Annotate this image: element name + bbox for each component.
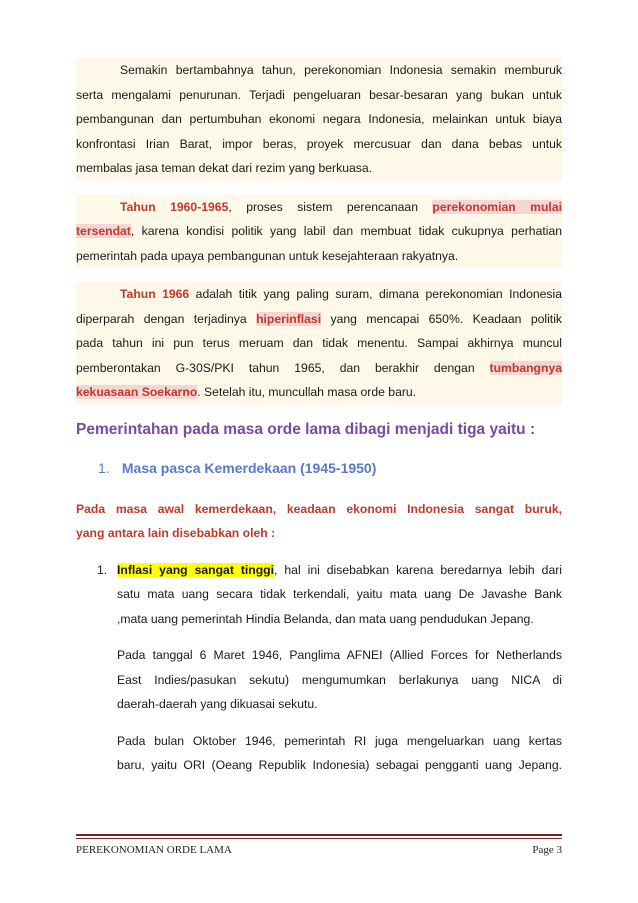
text-line: konfrontasi Irian Barat, impor beras, proyek mercusuar dan dana bebas untuk [76, 132, 562, 157]
text-line [76, 380, 562, 405]
keyword-highlight: hiperinflasi [256, 311, 322, 326]
footer-title: PEREKONOMIAN ORDE LAMA [76, 844, 232, 856]
text-line: membalas jasa teman dekat dari rezim yang berkuasa. [76, 156, 562, 181]
text-run: , proses sistem perencanaan [228, 199, 433, 214]
paragraph-economy-decline [76, 58, 562, 181]
year-range-highlight: Tahun 1960-1965 [120, 199, 229, 214]
text-line: Semakin bertambahnya tahun, perekonomian Indonesia semakin memburuk [76, 58, 562, 83]
footer-row [76, 844, 562, 856]
page-footer [76, 834, 562, 856]
text-run: , hal ini disebabkan karena beredarnya lebih dari [274, 562, 562, 577]
year-highlight: Tahun 1966 [120, 287, 190, 301]
text-line [117, 558, 562, 583]
list-number: 1. [97, 562, 108, 577]
text-run: pemberontakan G-30S/PKI tahun 1965, dan berakhir dengan [76, 360, 490, 375]
footer-rule [76, 834, 562, 836]
list-item [97, 558, 562, 632]
text-line: Pada tanggal 6 Maret 1946, Panglima AFNEI (Allied Forces for Netherlands [117, 648, 562, 662]
text-line: Pada bulan Oktober 1946, pemerintah RI juga mengeluarkan uang kertas [117, 733, 562, 748]
text-line: ,mata uang pemerintah Hindia Belanda, dan mata uang pendudukan Jepang. [117, 611, 534, 626]
text-line: yang antara lain disebabkan oleh : [76, 526, 276, 540]
text-run: diperparah dengan terjadinya [76, 311, 257, 326]
text-line: pemerintah pada upaya pembangunan untuk kesejahteraan rakyatnya. [76, 244, 562, 269]
list-item-body [117, 558, 562, 632]
text-line: baru, yaitu ORI (Oeang Republik Indonesia) sebagai pengganti uang Jepang. [117, 758, 562, 772]
text-line [76, 282, 562, 307]
keyword-highlight-yellow: Inflasi yang sangat tinggi [117, 562, 275, 577]
intro-red-paragraph [76, 497, 562, 546]
cause-list [76, 558, 562, 632]
text-line: satu mata uang secara tidak terkendali, yaitu mata uang De Javashe Bank [117, 587, 562, 601]
paragraph-1966 [76, 282, 562, 405]
text-line: East Indies/pasukan sekutu) mengumumkan berlakunya uang NICA di [117, 672, 562, 687]
keyword-highlight: perekonomian mulai [432, 199, 562, 214]
document-page [76, 58, 562, 778]
text-line [76, 356, 562, 381]
footer-rule [76, 838, 562, 839]
text-run: . Setelah itu, muncullah masa orde baru. [197, 385, 417, 399]
section-heading: Pemerintahan pada masa orde lama dibagi menjadi tiga yaitu : [76, 420, 536, 438]
paragraph-nica-currency [76, 643, 562, 717]
subsection-number: 1. [98, 459, 110, 476]
paragraph-1960-1965 [76, 195, 562, 269]
text-line: daerah-daerah yang dikuasai sekutu. [117, 697, 318, 711]
text-line: pembangunan dan pertumbuhan ekonomi negara Indonesia, melainkan untuk biaya [76, 107, 562, 132]
text-run: yang mencapai 650%. Keadaan politik [321, 311, 562, 326]
keyword-highlight: tumbangnya [489, 360, 562, 375]
subsection-heading [76, 457, 562, 479]
subsection-title: Masa pasca Kemerdekaan (1945-1950) [121, 459, 377, 476]
text-run: , karena kondisi politik yang labil dan membuat tidak cukupnya perhatian [130, 224, 562, 238]
keyword-highlight: tersendat [76, 224, 131, 238]
text-line [76, 307, 562, 332]
page-number: Page 3 [532, 844, 562, 856]
keyword-highlight: kekuasaan Soekarno [76, 385, 198, 399]
text-run: adalah titik yang paling suram, dimana perekonomian Indonesia [189, 287, 562, 301]
text-line [76, 195, 562, 220]
text-line: serta mengalami penurunan. Terjadi pengeluaran besar-besaran yang bukan untuk [76, 83, 562, 108]
text-line: Pada masa awal kemerdekaan, keadaan ekonomi Indonesia sangat buruk, [76, 501, 562, 516]
paragraph-ori-currency [76, 729, 562, 778]
text-line: pada tahun ini pun terus meruam dan tidak menentu. Sampai akhirnya muncul [76, 331, 562, 356]
text-line [76, 219, 562, 244]
